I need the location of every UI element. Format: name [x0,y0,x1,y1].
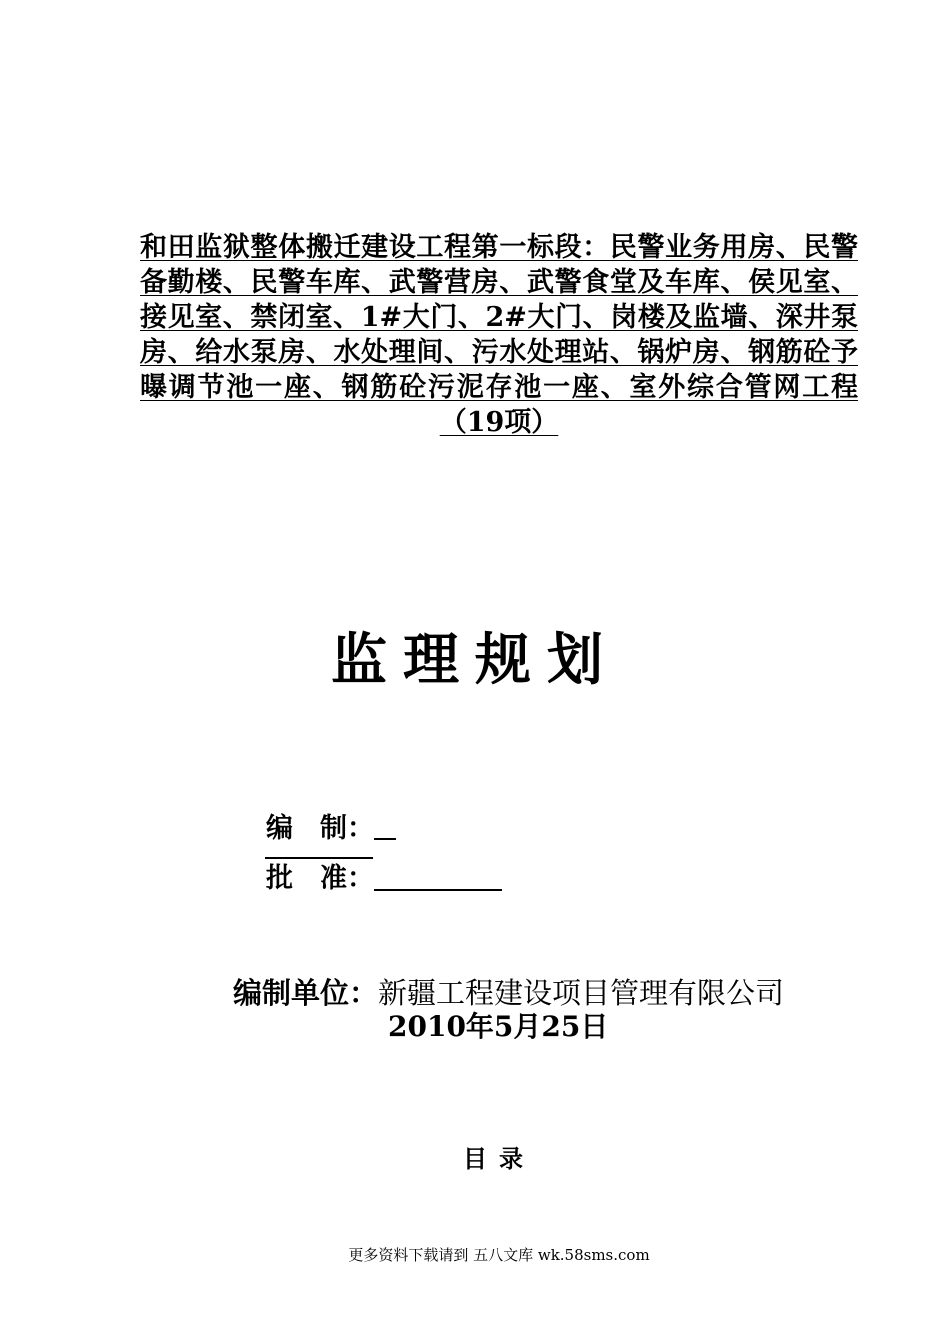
document-title: 监理规划 [331,627,619,693]
approver-blank [374,862,502,891]
approver-field [266,862,502,896]
footer-note: 更多资料下载请到 五八文库 wk.58sms.com [348,1246,650,1264]
organization-label: 编制单位： [233,976,379,1010]
document-date: 2010年5月25日 [388,1010,609,1043]
compiler-blank-continuation [265,857,373,859]
project-title-text: 和田监狱整体搬迁建设工程第一标段：民警业务用房、民警备勤楼、民警车库、武警营房、武警食堂及车库、侯见室、接见室、禁闭室、1#大门、2#大门、岗楼及监墙、深井泵房、给水泵房、水处理间、污水处理站、锅炉房、钢筋砼予曝调节池一座、钢筋砼污泥存池一座、室外综合管网工程（19项） [140,232,858,438]
compiler-field [266,812,396,846]
organization-name: 新疆工程建设项目管理有限公司 [378,976,785,1010]
project-title [140,230,858,440]
approver-label: 批 准： [266,863,374,894]
compiling-organization [233,975,784,1011]
compiler-label: 编 制： [266,813,374,844]
compiler-blank [374,812,396,840]
table-of-contents-heading: 目录 [463,1144,535,1173]
